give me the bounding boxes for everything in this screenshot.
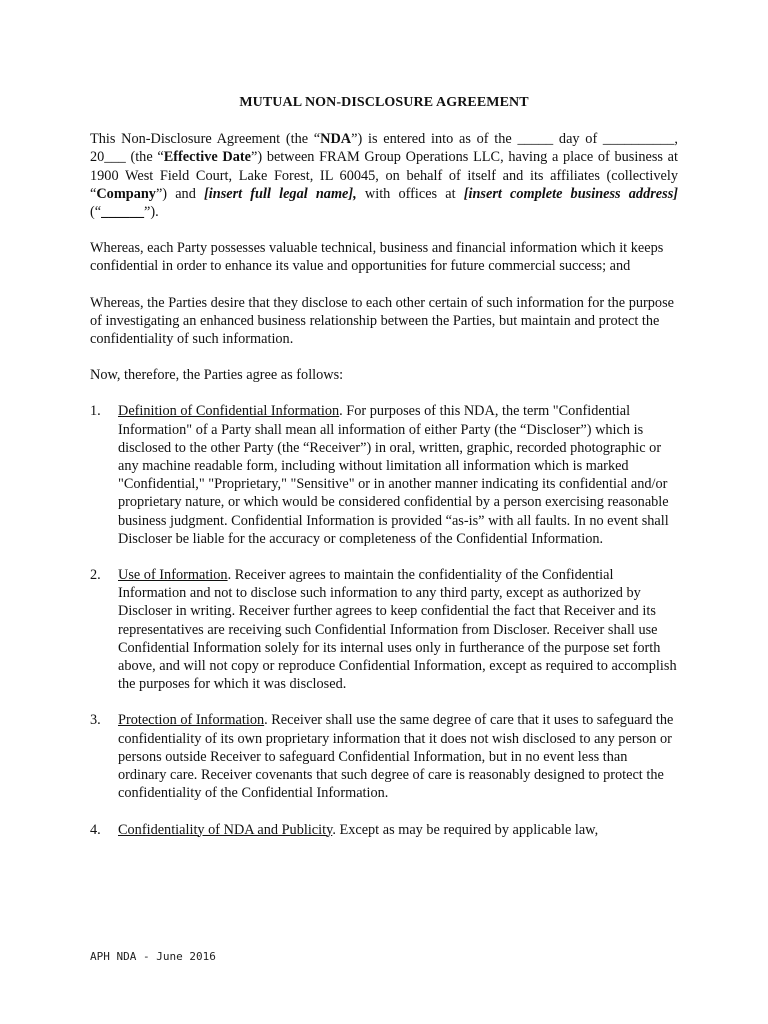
now-therefore-paragraph: Now, therefore, the Parties agree as follows: [90, 367, 344, 384]
page-footer: APH NDA - June 2016 [90, 950, 216, 963]
section-body [118, 566, 678, 693]
section-4 [90, 821, 678, 839]
company-term: Company [96, 185, 156, 202]
whereas-paragraph-1: Whereas, each Party possesses valuable technical, business and financial information which it keeps confidential in order to enhance its value and opportunities for future commercial success; and [90, 240, 664, 275]
intro-text: with offices at [356, 185, 464, 202]
insert-address-placeholder: [insert complete business address] [463, 185, 679, 202]
intro-text: This Non-Disclosure Agreement (the “ [90, 131, 321, 148]
insert-name-placeholder: [insert full legal name], [204, 185, 357, 202]
section-body [118, 711, 678, 802]
section-text: . For purposes of this NDA, the term "Confidential Information" of a Party shall mean all information of either Party (the “Discloser”) which is disclosed to the other Party (the “Receiver”) in oral, written, graphic, recorded photographic or any machine readable form, including without limitation all information which is marked "Confidential," "Proprietary," "Sensitive" or in another manner indicating its confidential and/or proprietary nature, or which would be considered confidential by a person exercising reasonable business judgment. Confidential Information is provided “as-is” with all faults. In no event shall Discloser be liable for the accuracy or completeness of the Confidential Information. [118, 403, 669, 547]
section-2 [90, 566, 678, 693]
section-heading: Use of Information [118, 567, 228, 584]
section-heading: Confidentiality of NDA and Publicity [118, 821, 333, 838]
effective-date-term: Effective Date [163, 149, 251, 166]
section-text: . Receiver shall use the same degree of care that it uses to safeguard the confidentiality of its own proprietary information that it does not wish disclosed to any person or persons outside Receiver to safeguard Confidential Information, but in no event less than ordinary care. Receiver covenants that such degree of care is reasonably designed to protect the confidentiality of the Confidential Information. [118, 712, 674, 802]
section-1 [90, 402, 678, 548]
section-number: 3. [90, 712, 101, 729]
section-3 [90, 711, 678, 802]
section-body [118, 402, 678, 548]
whereas-paragraph-2: Whereas, the Parties desire that they disclose to each other certain of such information for the purpose of investigating an enhanced business relationship between the Parties, but maintain and protect the confidentiality of such information. [90, 294, 674, 348]
intro-text: (“ [90, 204, 102, 221]
section-number: 4. [90, 821, 101, 838]
section-number: 1. [90, 403, 101, 420]
intro-paragraph [90, 130, 678, 221]
party-name-blank: ______ [101, 204, 144, 221]
section-number: 2. [90, 567, 101, 584]
section-text: . Except as may be required by applicable law, [332, 821, 599, 838]
section-text: . Receiver agrees to maintain the confidentiality of the Confidential Information and not to disclose such information to any third party, except as authorized by Discloser in writing. Receiver further agrees to keep confidential the fact that Receiver and its representatives are receiving such Confidential Information from Discloser. Receiver shall use Confidential Information solely for its internal uses only in furtherance of the purpose set forth above, and will not copy or reproduce Confidential Information, except as required to accomplish the purposes for which it was disclosed. [118, 567, 677, 693]
document-page [90, 94, 678, 857]
section-heading: Protection of Information [118, 712, 265, 729]
intro-text: ”) and [155, 185, 205, 202]
section-heading: Definition of Confidential Information [118, 403, 340, 420]
intro-text: ”) between FRAM Group Operations LLC, having a place of business at 1900 West Field Court, Lake Forest, IL 60045, on behalf of itself and its affiliates (collectively “ [90, 149, 678, 202]
intro-text: ”) is entered into as of the _____ day of __________, 20___ (the “ [90, 131, 678, 166]
nda-term: NDA [320, 131, 352, 148]
intro-text: ”). [144, 204, 159, 221]
section-body [118, 821, 678, 839]
document-title: MUTUAL NON-DISCLOSURE AGREEMENT [239, 95, 529, 110]
